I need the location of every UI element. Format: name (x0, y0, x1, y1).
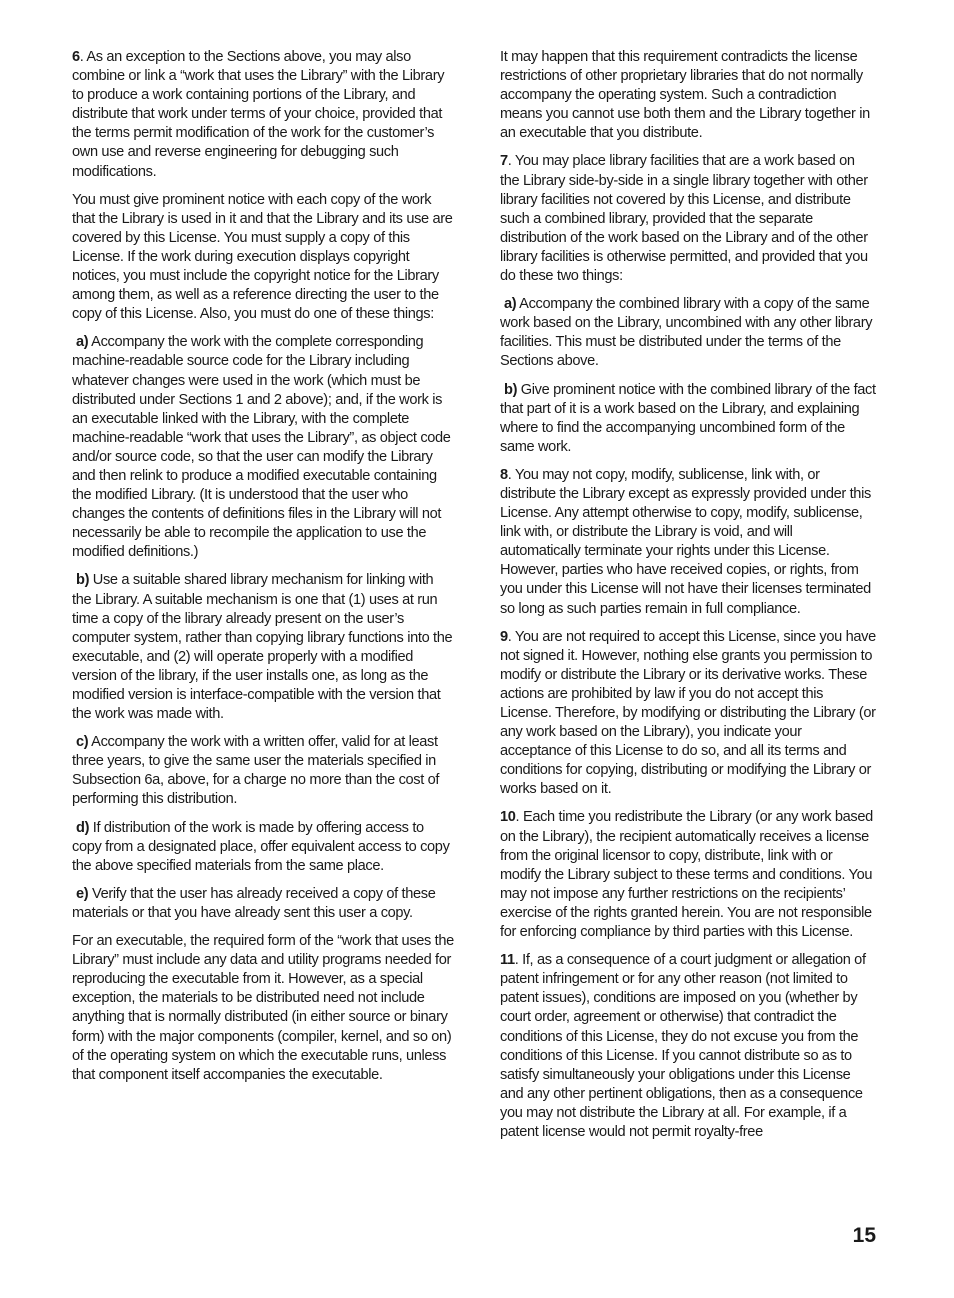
paragraph-contradiction (500, 48, 876, 143)
paragraph-item-6e (72, 885, 454, 923)
paragraph-section-8 (500, 466, 876, 619)
paragraph-text: Accompany the combined library with a copy of the same work based on the Library, uncombined with any other library facilities. This must be distributed under the terms of the Sections above. (500, 296, 873, 370)
paragraph-item-6d (72, 819, 454, 876)
paragraph-section-6 (72, 48, 454, 182)
paragraph-section-7 (500, 152, 876, 286)
right-column (500, 48, 876, 1151)
paragraph-text: Give prominent notice with the combined library of the fact that part of it is a work based on the Library, and explaining where to find the accompanying uncombined form of the same work. (500, 381, 876, 455)
paragraph-text: You must give prominent notice with each copy of the work that the Library is used in it and that the Library and its use are covered by this License. You must supply a copy of this License. If the work during execution displays copyright notices, you must include the copyright notice for the Library among them, as well as a reference directing the user to the copy of this License. Also, you must do one of these things: (72, 191, 453, 323)
paragraph-text: Use a suitable shared library mechanism for linking with the Library. A suitable mechanism is one that (1) uses at run time a copy of the library already present on the user’s computer system, rather than copying library functions into the executable, and (2) will operate properly with a modified version of the library, if the user installs one, as long as the modified version is interface-compatible with the version that the work was made with. (72, 572, 453, 723)
paragraph-item-6a (72, 333, 454, 562)
paragraph-item-7a (500, 295, 876, 371)
paragraph-item-7b (500, 381, 876, 457)
item-label: c) (76, 734, 89, 751)
left-column (72, 48, 454, 1094)
paragraph-text: . If, as a consequence of a court judgment or allegation of patent infringement or for any other reason (not limited to patent issues), conditions are imposed on you (whether by court order, agreement or otherwise) that contradict the conditions of this License, they do not excuse you from the conditions of this License. If you cannot distribute so as to satisfy simultaneously your obligations under this License and any other pertinent obligations, then as a consequence you may not distribute the Library at all. For example, if a patent license would not permit royalty-free (500, 952, 866, 1140)
paragraph-text: Accompany the work with a written offer, valid for at least three years, to give the same user the materials specified in Subsection 6a, above, for a charge no more than the cost of performing this distribution. (72, 734, 440, 808)
paragraph-executable (72, 932, 454, 1085)
paragraph-notice (72, 191, 454, 325)
paragraph-section-11 (500, 951, 876, 1142)
paragraph-text: . You are not required to accept this License, since you have not signed it. However, nothing else grants you permission to modify or distribute the Library or its derivative works. These actions are prohibited by law if you do not accept this License. Therefore, by modifying or distributing the Library (or any work based on the Library), you indicate your acceptance of this License to do so, and all its terms and conditions for copying, distributing or modifying the Library or works based on it. (500, 628, 876, 798)
paragraph-text: . You may not copy, modify, sublicense, link with, or distribute the Library except as expressly provided under this License. Any attempt otherwise to copy, modify, sublicense, link with, or distribute the Library is void, and will automatically terminate your rights under this License. However, parties who have received copies, or rights, from you under this License will not have their licenses terminated so long as such parties remain in full compliance. (500, 466, 871, 617)
item-label: b) (504, 381, 518, 398)
section-number: 9 (500, 628, 508, 645)
paragraph-section-9 (500, 628, 876, 800)
paragraph-text: It may happen that this requirement contradicts the license restrictions of other proprietary libraries that do not normally accompany the operating system. Such a contradiction means you cannot use both them and the Library together in an executable that you distribute. (500, 49, 870, 142)
item-label: a) (504, 296, 517, 313)
paragraph-text: Verify that the user has already received a copy of these materials or that you have already sent this user a copy. (72, 885, 436, 921)
paragraph-text: . Each time you redistribute the Library (or any work based on the Library), the recipient automatically receives a license from the original licensor to copy, distribute, link with or modify the Library subject to these terms and conditions. You may not impose any further restrictions on the recipients’ exercise of the rights granted herein. You are not responsible for enforcing compliance by third parties with this License. (500, 809, 873, 941)
page-number: 15 (852, 1224, 876, 1247)
section-number: 7 (500, 153, 508, 170)
paragraph-text: If distribution of the work is made by offering access to copy from a designated place, offer equivalent access to copy the above specified materials from the same place. (72, 819, 450, 874)
item-label: a) (76, 334, 89, 351)
item-label: e) (76, 885, 89, 902)
paragraph-section-10 (500, 808, 876, 942)
paragraph-text: . You may place library facilities that are a work based on the Library side-by-side in a single library together with other library facilities not covered by this License, and distribute such a combined library, provided that the separate distribution of the work based on the Library and of the other library facilities is otherwise permitted, and provided that you do these two things: (500, 153, 868, 285)
paragraph-item-6c (72, 733, 454, 809)
section-number: 8 (500, 466, 508, 483)
item-label: b) (76, 572, 90, 589)
item-label: d) (76, 819, 90, 836)
section-number: 11 (500, 952, 515, 969)
section-number: 10 (500, 809, 516, 826)
paragraph-text: . As an exception to the Sections above, you may also combine or link a “work that uses the Library” with the Library to produce a work containing portions of the Library, and distribute that work under terms of your choice, provided that the terms permit modification of the work for the customer’s own use and reverse engineering for debugging such modifications. (72, 49, 445, 180)
paragraph-item-6b (72, 571, 454, 724)
paragraph-text: Accompany the work with the complete corresponding machine-readable source code for the Library including whatever changes were used in the work (which must be distributed under Sections 1 and 2 above); and, if the work is an executable linked with the Library, with the complete machine-readable “work that uses the Library”, as object code and/or source code, so that the user can modify the Library and then relink to produce a modified executable containing the modified Library. (It is understood that the user who changes the contents of definitions files in the Library will not necessarily be able to recompile the application to use the modified definitions.) (72, 334, 451, 561)
paragraph-text: For an executable, the required form of the “work that uses the Library” must include any data and utility programs needed for reproducing the executable from it. However, as a special exception, the materials to be distributed need not include anything that is normally distributed (in either source or binary form) with the major components (compiler, kernel, and so on) of the operating system on which the executable runs, unless that component itself accompanies the executable. (72, 933, 454, 1083)
section-number: 6 (72, 49, 80, 65)
